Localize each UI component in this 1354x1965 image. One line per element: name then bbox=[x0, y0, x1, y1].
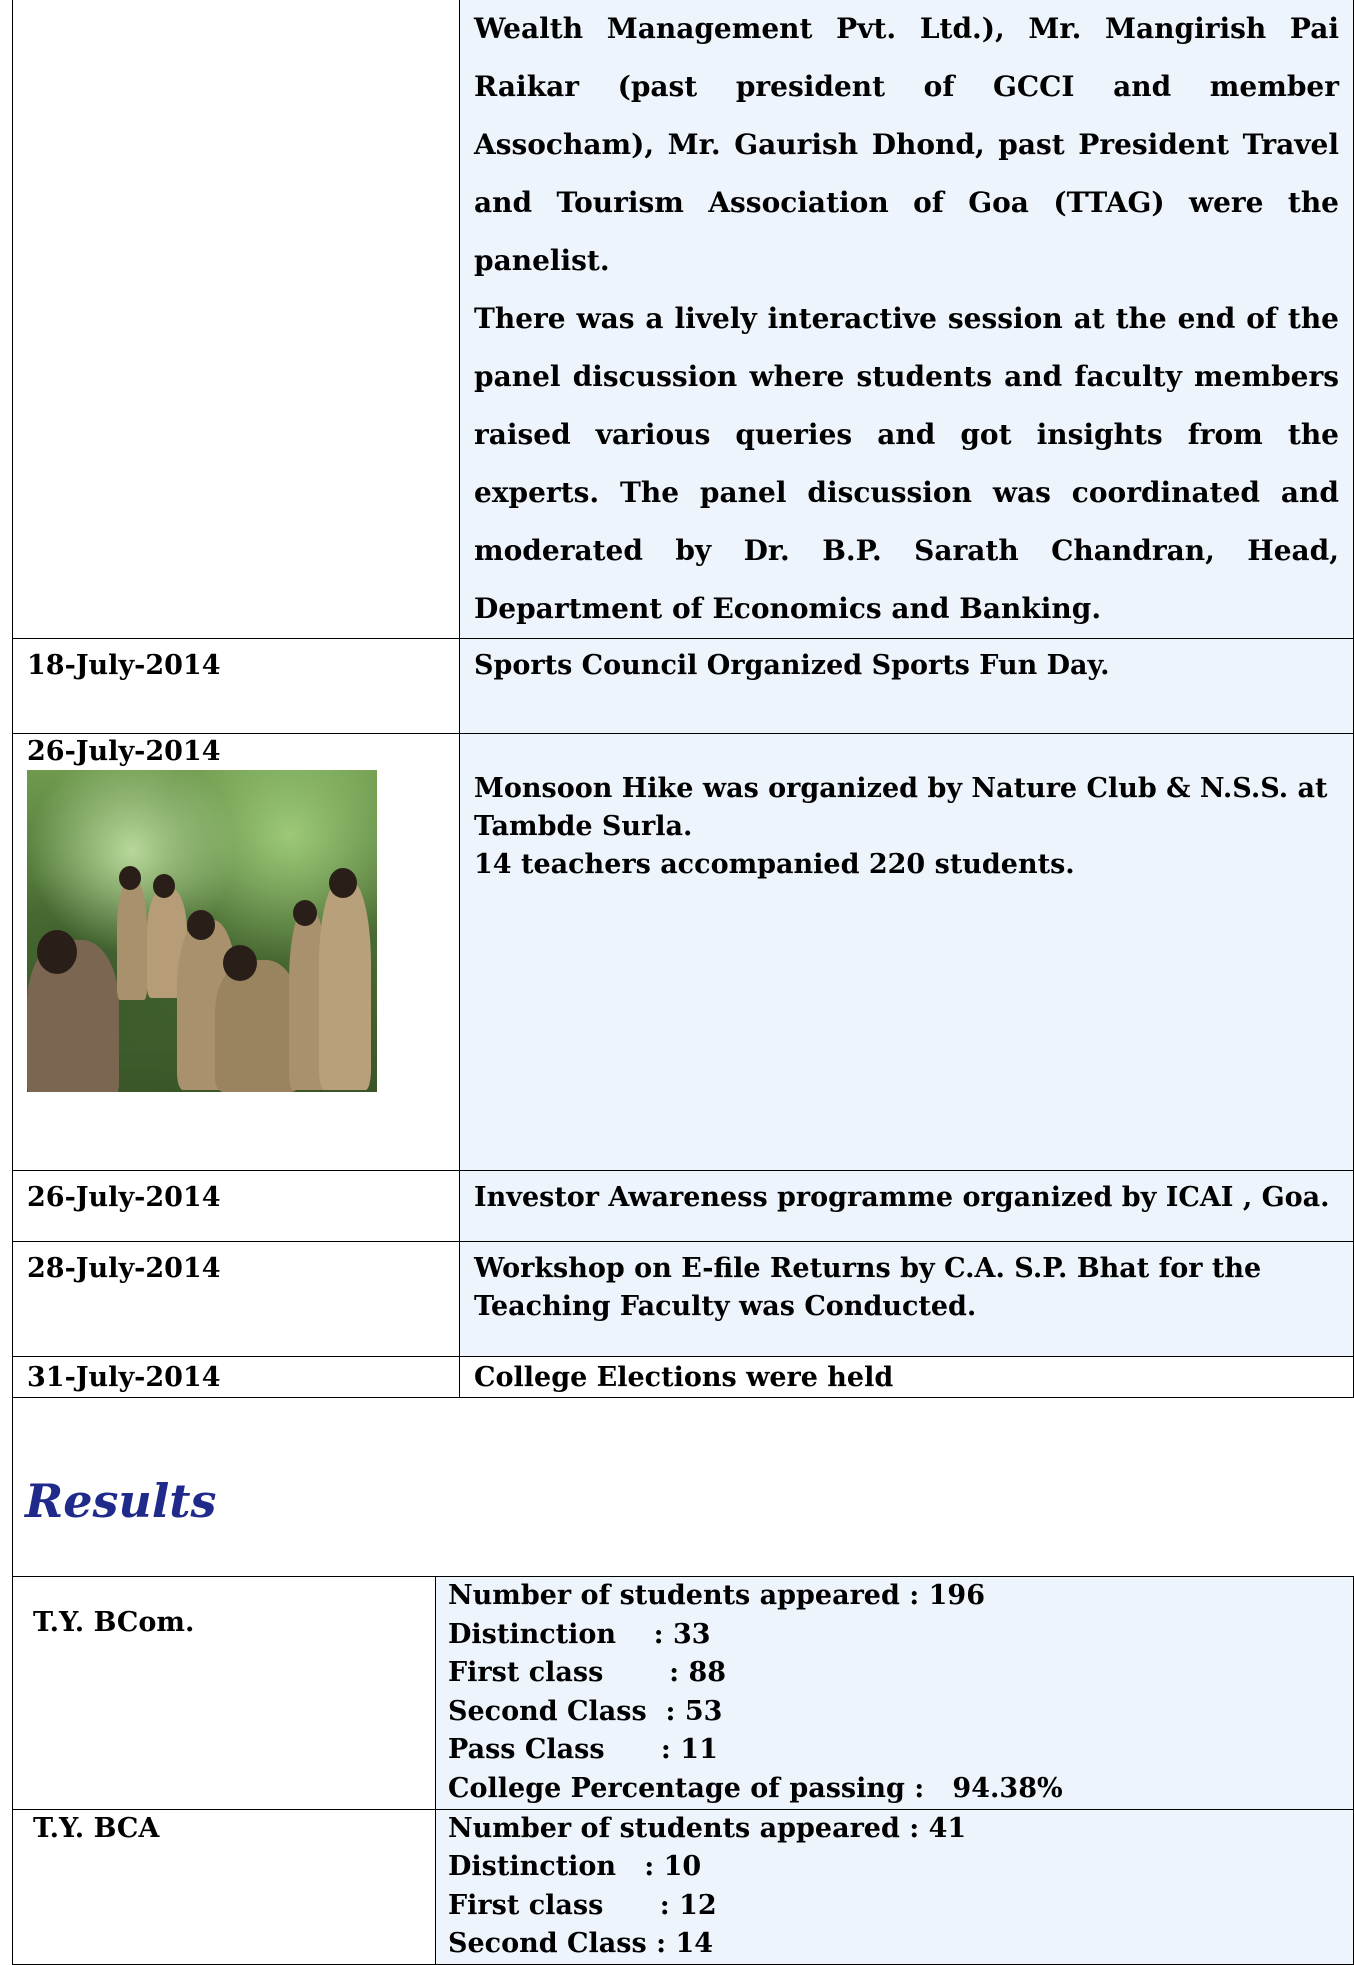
event-description bbox=[460, 639, 1354, 734]
event-date: 28-July-2014 bbox=[27, 1253, 221, 1284]
result-line: Second Class : 14 bbox=[448, 1928, 714, 1960]
results-section-header bbox=[12, 1374, 1354, 1577]
result-line: First class : 88 bbox=[448, 1657, 727, 1689]
results-table bbox=[12, 1576, 1354, 1965]
result-row bbox=[13, 1577, 1354, 1810]
result-row bbox=[13, 1809, 1354, 1964]
event-description bbox=[460, 1242, 1354, 1357]
result-line: Distinction : 10 bbox=[448, 1851, 702, 1883]
event-date: 26-July-2014 bbox=[27, 1182, 221, 1213]
result-line: Number of students appeared : 196 bbox=[448, 1580, 985, 1611]
result-line: First class : 12 bbox=[448, 1889, 717, 1921]
continuation-paragraph: Wealth Management Pvt. Ltd.), Mr. Mangirish Pai Raikar (past president of GCCI and member Assocham), Mr. Gaurish Dhond, past President Travel and Tourism Association of Goa (TTAG) were the panelist. bbox=[474, 12, 1339, 277]
event-date: 31-July-2014 bbox=[27, 1362, 221, 1393]
event-row bbox=[13, 734, 1354, 1171]
event-text: Monsoon Hike was organized by Nature Club & N.S.S. at Tambde Surla. bbox=[474, 773, 1328, 842]
event-row bbox=[13, 1242, 1354, 1357]
event-text: 14 teachers accompanied 220 students. bbox=[474, 849, 1075, 880]
course-cell bbox=[13, 1577, 436, 1810]
course-name: T.Y. BCA bbox=[33, 1812, 160, 1844]
date-cell-empty bbox=[13, 0, 460, 639]
result-line: Distinction : 33 bbox=[448, 1618, 711, 1650]
result-line: Pass Class : 11 bbox=[448, 1734, 718, 1766]
event-date: 18-July-2014 bbox=[27, 650, 221, 681]
event-text: Workshop on E-file Returns by C.A. S.P. Bhat for the Teaching Faculty was Conducted. bbox=[474, 1253, 1262, 1322]
result-line: College Percentage of passing : 94.38% bbox=[448, 1772, 1063, 1804]
result-line: Second Class : 53 bbox=[448, 1695, 723, 1727]
event-row bbox=[13, 1171, 1354, 1242]
monsoon-hike-photo bbox=[27, 770, 377, 1092]
event-text: College Elections were held bbox=[474, 1362, 894, 1393]
course-cell bbox=[13, 1809, 436, 1964]
result-details bbox=[436, 1577, 1354, 1810]
event-text: Sports Council Organized Sports Fun Day. bbox=[474, 650, 1110, 681]
event-date: 26-July-2014 bbox=[27, 736, 221, 767]
event-text: Investor Awareness programme organized by ICAI , Goa. bbox=[474, 1182, 1330, 1213]
date-cell bbox=[13, 1242, 460, 1357]
date-cell bbox=[13, 734, 460, 1171]
date-cell bbox=[13, 1171, 460, 1242]
event-description bbox=[460, 734, 1354, 1171]
event-description-continuation bbox=[460, 0, 1354, 639]
result-line: Number of students appeared : 41 bbox=[448, 1812, 967, 1844]
continuation-paragraph: There was a lively interactive session at the end of the panel discussion where students and faculty members raised various queries and got insights from the experts. The panel discussion was coordinated and moderated by Dr. B.P. Sarath Chandran, Head, Department of Economics and Banking. bbox=[474, 302, 1339, 625]
results-heading: Results bbox=[25, 1474, 217, 1528]
course-name: T.Y. BCom. bbox=[33, 1607, 195, 1638]
event-row bbox=[13, 639, 1354, 734]
result-details bbox=[436, 1809, 1354, 1964]
date-cell bbox=[13, 639, 460, 734]
events-table bbox=[12, 0, 1354, 1398]
event-row-continuation bbox=[13, 0, 1354, 639]
event-description bbox=[460, 1171, 1354, 1242]
